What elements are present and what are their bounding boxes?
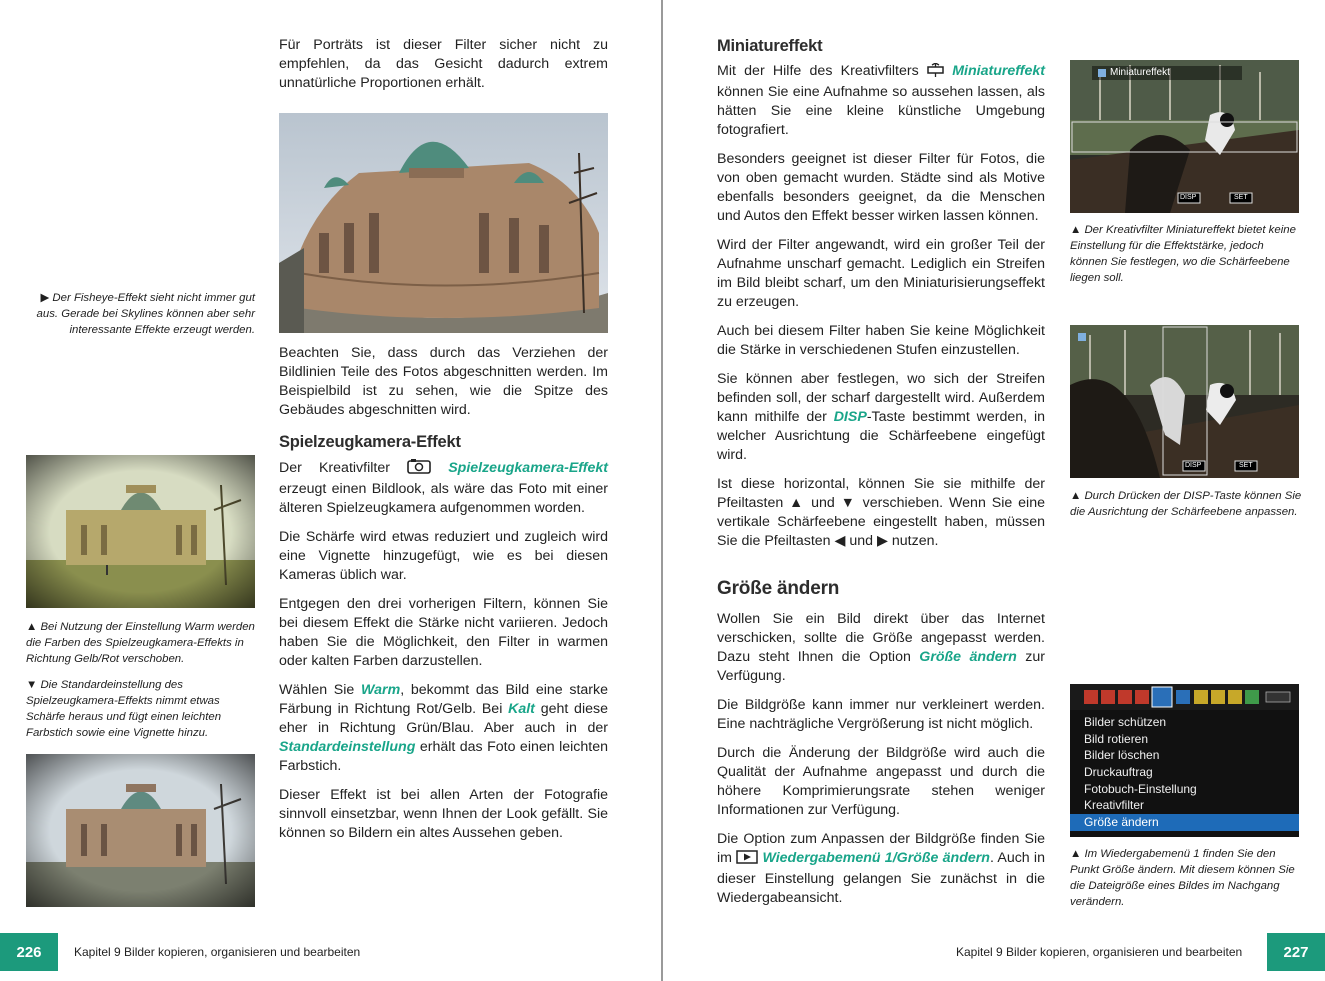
p-warm-kalt: Wählen Sie Warm, bekommt das Bild eine starke Färbung in Richtung Rot/Gelb. Bei Kalt geht diese eher in Richtung Grün/Blau. Aber auch in der Standardeinstellung erhält das Foto einen leichten Farbstich. <box>279 682 608 774</box>
mini-caption: ▲ Der Kreativfilter Miniatureffekt bietet keine Einstellung für die Effektstärke, jedoch können Sie festlegen, wo die Schärfeebene liegen soll. <box>1070 224 1296 284</box>
p-mini-intro: Mit der Hilfe des Kreativfilters Miniatureffekt können Sie eine Aufnahme so aussehen lassen, als hätten Sie eine kleine künstliche Umgebung fotografiert. <box>717 63 1045 138</box>
page-number-227: 227 <box>1267 933 1325 971</box>
menu-tab-bar <box>1070 684 1299 710</box>
warm-caption: ▲ Bei Nutzung der Einstellung Warm werden die Farben des Spielzeugkamera-Effekts in Richtung Gelb/Rot verschoben. <box>26 621 255 665</box>
menu-item-bilder-schuetzen[interactable]: Bilder schützen <box>1084 715 1167 729</box>
screen-title: Miniatureffekt <box>1110 67 1170 78</box>
p-mini-suitable: Besonders geeignet ist dieser Filter für Fotos, die von oben gemacht wurden. Städte sind als Motive ebenfalls besonders geeignet, da die Menschen und Autos den Effekt besser wirken lassen können. <box>717 151 1045 224</box>
miniatur-text <box>717 62 1045 561</box>
playback-menu-screen <box>1070 684 1299 837</box>
menu-caption: ▲ Im Wiedergabemenü 1 finden Sie den Punkt Größe ändern. Mit diesem können Sie die Dateigröße eines Bildes im Nachgang verändern. <box>1070 848 1295 908</box>
p-mini-strength: Auch bei diesem Filter haben Sie keine Möglichkeit die Stärke in verschiedenen Stufen einzustellen. <box>717 323 1045 358</box>
toy-camera-icon <box>407 459 431 480</box>
fisheye-caption: ▶ Der Fisheye-Effekt sieht nicht immer gut aus. Gerade bei Skylines können aber sehr interessante Effekte erzeugt werden. <box>36 292 255 336</box>
toy-camera-warm-photo <box>26 455 255 608</box>
crop-paragraph: Beachten Sie, dass durch das Verziehen der Bildlinien Teile des Fotos abgeschnitten werden. Im Beispielbild ist zu sehen, wie die Spitze des Gebäudes abgeschnitten wird. <box>279 345 608 418</box>
p-mini-disp: Sie können aber festlegen, wo sich der Streifen befinden soll, der scharf dargestellt wird. Außerdem kann mithilfe der DISP-Taste bestimmt werden, in welcher Ausrichtung die Schärfeebene eingefügt wird. <box>717 371 1045 463</box>
p-size-intro: Wollen Sie ein Bild direkt über das Internet verschicken, sollte die Größe angepasst werden. Dazu steht Ihnen die Option Größe ändern zur Verfügung. <box>717 611 1045 684</box>
caption-arrow-up-icon: ▲ <box>26 621 41 633</box>
miniature-screen-vertical <box>1070 325 1299 478</box>
caption-arrow-right-icon: ▶ <box>40 292 53 304</box>
heading-spielzeugkamera: Spielzeugkamera-Effekt <box>279 433 461 451</box>
fisheye-photo <box>279 113 608 333</box>
p-size-menu: Die Option zum Anpassen der Bildgröße finden Sie im Wiedergabemenü 1/Größe ändern. Auch in dieser Einstellung gelangen Sie zunächst in die Wiedergabeansicht. <box>717 831 1045 906</box>
arrow-down-icon: ▼ <box>840 495 857 511</box>
heading-groesse-aendern: Größe ändern <box>717 578 840 599</box>
left-page <box>0 0 661 981</box>
menu-item-druckauftrag[interactable]: Druckauftrag <box>1084 765 1153 780</box>
disp-caption: ▲ Durch Drücken der DISP-Taste können Sie die Ausrichtung der Schärfeebene anpassen. <box>1070 490 1302 518</box>
p-mini-arrows: Ist diese horizontal, können Sie sie mithilfe der Pfeiltasten ▲ und ▼ verschieben. Wenn Sie eine vertikale Schärfeebene eingestellt haben, müssen Sie die Pfeiltasten ◀ und ▶ nutzen. <box>717 476 1045 549</box>
caption-arrow-down-icon: ▼ <box>26 679 41 691</box>
menu-item-bilder-loeschen[interactable]: Bilder löschen <box>1084 748 1160 763</box>
playback-icon <box>736 850 758 870</box>
miniature-screen-horizontal <box>1070 60 1299 213</box>
menu-item-fotobuch[interactable]: Fotobuch-Einstellung <box>1084 781 1197 796</box>
groesse-text <box>717 610 1045 918</box>
set-button: SET <box>1234 194 1248 201</box>
intro-paragraph: Für Porträts ist dieser Filter sicher nicht zu empfehlen, da das Gesicht dadurch extrem unnatürliche Proportionen erhält. <box>279 37 608 91</box>
p-strength: Entgegen den drei vorherigen Filtern, können Sie bei diesem Effekt die Stärke nicht variieren. Jedoch haben Sie die Möglichkeit, den Filter in warmen oder kalten Farben darzustellen. <box>279 596 608 669</box>
p-size-quality: Durch die Änderung der Bildgröße wird auch die Qualität der Aufnahme angepasst und durch die höhere Komprimierungsrate stehen weniger Informationen zur Verfügung. <box>717 745 1045 818</box>
p-sharpness: Die Schärfe wird etwas reduziert und zugleich wird eine Vignette hinzugefügt, wie es bei diesen Kameras üblich war. <box>279 529 608 583</box>
arrow-up-icon: ▲ <box>789 495 806 511</box>
right-footer-chapter: Kapitel 9 Bilder kopieren, organisieren und bearbeiten <box>956 945 1243 959</box>
toy-camera-standard-photo <box>26 754 255 907</box>
miniature-filter-icon <box>927 63 944 83</box>
disp-button: DISP <box>1185 462 1202 469</box>
menu-list <box>1070 710 1299 831</box>
p-intro-filter: Der Kreativfilter Spielzeugkamera-Effekt erzeugt einen Bildlook, als wäre das Foto mit einer älteren Spielzeugkamera aufgenommen worden. <box>279 460 608 516</box>
p-size-reduce: Die Bildgröße kann immer nur verkleinert werden. Eine nachträgliche Vergrößerung ist nicht möglich. <box>717 697 1045 732</box>
menu-item-kreativfilter[interactable]: Kreativfilter <box>1084 798 1145 813</box>
p-usage: Dieser Effekt ist bei allen Arten der Fotografie sinnvoll einsetzbar, wenn Ihnen der Look gefällt. Sie können so Bildern ein altes Aussehen geben. <box>279 787 608 841</box>
standard-caption: ▼ Die Standardeinstellung des Spielzeugkamera-Effekts nimmt etwas Schärfe heraus und fügt einen leichten Farbstich sowie eine Vignette hinzu. <box>26 679 222 739</box>
left-footer-chapter: Kapitel 9 Bilder kopieren, organisieren und bearbeiten <box>74 945 361 959</box>
caption-arrow-up-icon: ▲ <box>1070 224 1085 236</box>
disp-button: DISP <box>1180 194 1197 201</box>
set-button: SET <box>1239 462 1253 469</box>
caption-arrow-up-icon: ▲ <box>1070 848 1085 860</box>
arrow-right-icon: ▶ <box>877 533 888 549</box>
heading-miniatureffekt: Miniatureffekt <box>717 37 823 55</box>
spielzeug-text <box>279 459 608 853</box>
page-number-226: 226 <box>0 933 58 971</box>
p-mini-blur: Wird der Filter angewandt, wird ein großer Teil der Aufnahme unscharf gemacht. Lediglich ein Streifen im Bild bleibt scharf, um den Miniaturisierungseffekt zu erzeugen. <box>717 237 1045 310</box>
arrow-left-icon: ◀ <box>834 533 846 549</box>
menu-item-groesse-aendern[interactable]: Größe ändern <box>1070 814 1299 831</box>
caption-arrow-up-icon: ▲ <box>1070 490 1085 502</box>
right-page <box>663 0 1325 981</box>
menu-item-bild-rotieren[interactable]: Bild rotieren <box>1084 731 1149 746</box>
